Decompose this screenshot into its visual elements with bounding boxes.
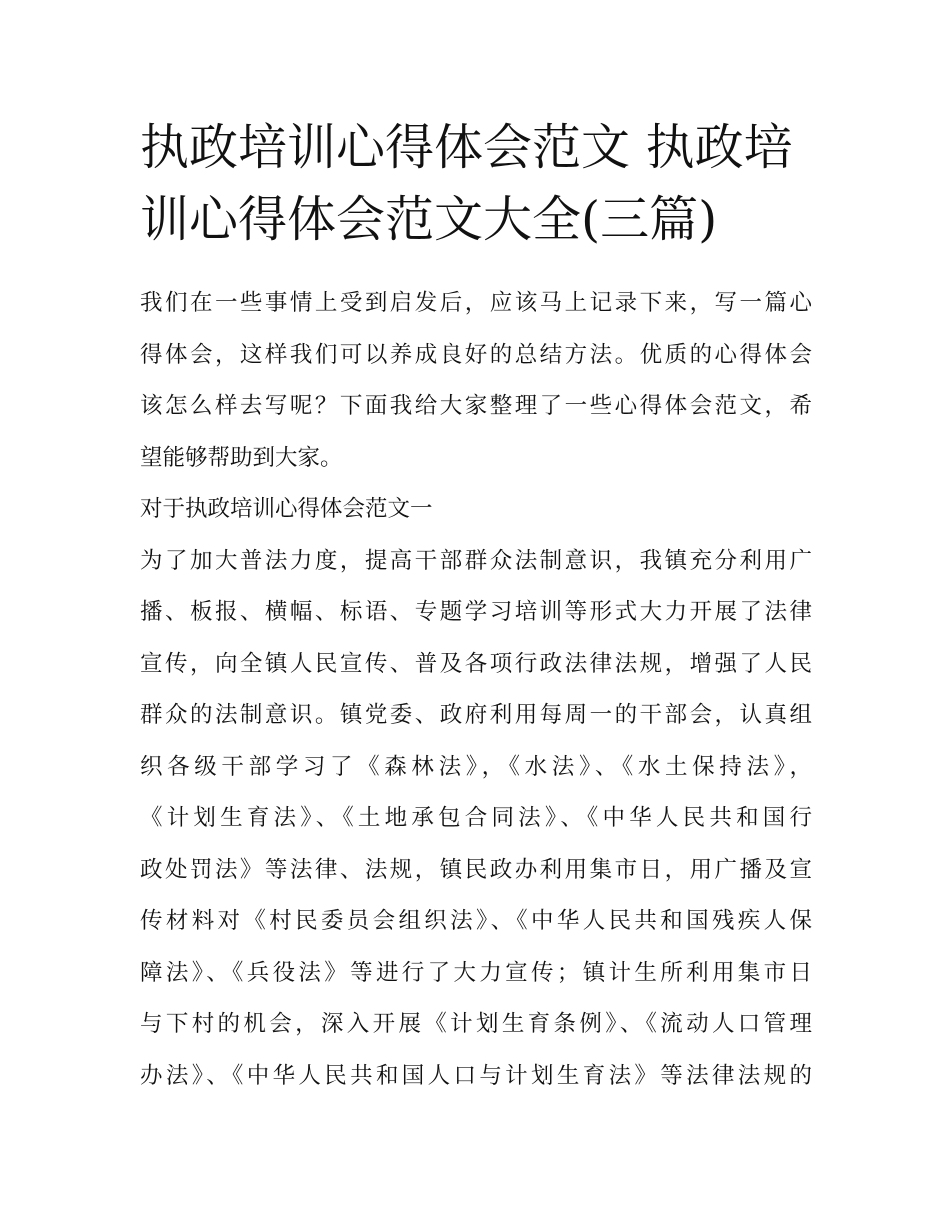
section-line: 播、板报、横幅、标语、专题学习培训等形式大力开展了法律 [140, 599, 812, 625]
intro-line: 望能够帮助到大家。 [140, 444, 343, 471]
section-line: 《计划生育法》、《土地承包合同法》、《中华人民共和国行 [140, 805, 812, 831]
intro-line: 我们在一些事情上受到启发后，应该马上记录下来，写一篇心 [140, 290, 812, 316]
section-line: 政处罚法》等法律、法规，镇民政办利用集市日，用广播及宣 [140, 856, 812, 883]
title-line: 执政培训心得体会范文 执政培 [140, 119, 793, 176]
document-page [140, 112, 812, 1102]
intro-line: 得体会，这样我们可以养成良好的总结方法。优质的心得体会 [140, 341, 812, 368]
section-line: 织各级干部学习了《森林法》，《水法》、《水土保持法》， [140, 753, 812, 780]
title-line: 训心得体会范文大全(三篇) [140, 191, 718, 248]
section-heading-text: 对于执政培训心得体会范文一 [140, 496, 433, 522]
section-paragraph [140, 536, 812, 1103]
section-line: 与下村的机会，深入开展《计划生育条例》、《流动人口管理 [140, 1011, 812, 1037]
document-title [140, 112, 812, 256]
section-heading [140, 484, 812, 536]
intro-line: 该怎么样去写呢？下面我给大家整理了一些心得体会范文，希 [140, 393, 812, 419]
intro-paragraph [140, 278, 812, 484]
section-line: 为了加大普法力度，提高干部群众法制意识，我镇充分利用广 [140, 547, 812, 574]
section-line: 障法》、《兵役法》等进行了大力宣传；镇计生所利用集市日 [140, 959, 812, 986]
document-body [140, 278, 812, 1102]
section-line: 传材料对《村民委员会组织法》、《中华人民共和国残疾人保 [140, 908, 812, 934]
section-line: 宣传，向全镇人民宣传、普及各项行政法律法规，增强了人民 [140, 650, 812, 677]
section-line: 办法》、《中华人民共和国人口与计划生育法》等法律法规的 [140, 1062, 812, 1089]
section-line: 群众的法制意识。镇党委、政府利用每周一的干部会，认真组 [140, 702, 812, 728]
